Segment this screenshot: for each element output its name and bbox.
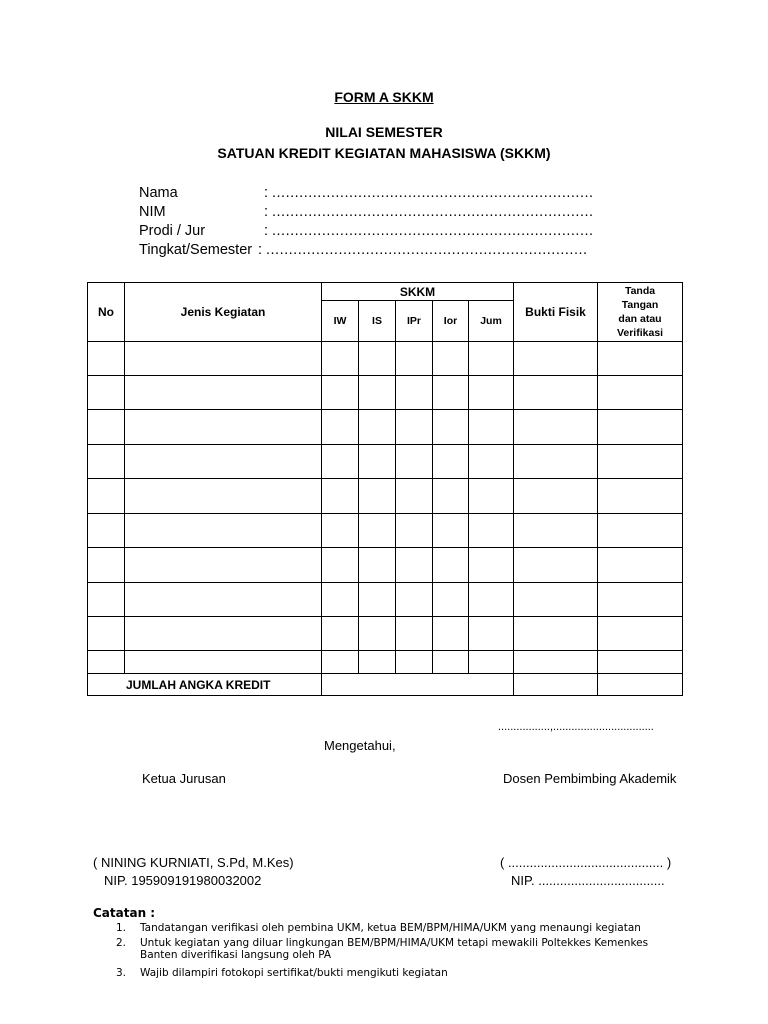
field-sep-tingkat: : <box>258 242 263 258</box>
cell-ipr[interactable] <box>396 514 433 548</box>
cell-no[interactable] <box>88 583 125 617</box>
cell-jenis[interactable] <box>125 548 322 583</box>
cell-ipr[interactable] <box>396 651 433 674</box>
cell-iw[interactable] <box>322 445 359 479</box>
cell-is[interactable] <box>359 651 396 674</box>
field-label-prodi: Prodi / Jur <box>139 223 206 239</box>
cell-jum[interactable] <box>469 410 514 445</box>
field-sep-nim: : <box>264 204 269 220</box>
subheader-iw: IW <box>322 301 359 342</box>
cell-ipr[interactable] <box>396 376 433 410</box>
cell-bukti[interactable] <box>514 376 598 410</box>
cell-bukti[interactable] <box>514 548 598 583</box>
cell-jum[interactable] <box>469 651 514 674</box>
left-role: Ketua Jurusan <box>142 771 226 786</box>
field-label-tingkat: Tingkat/Semester <box>139 242 253 258</box>
total-bukti-cell[interactable] <box>514 674 598 696</box>
cell-bukti[interactable] <box>514 479 598 514</box>
cell-bukti[interactable] <box>514 410 598 445</box>
cell-iw[interactable] <box>322 548 359 583</box>
cell-tanda[interactable] <box>598 410 683 445</box>
cell-jenis[interactable] <box>125 617 322 651</box>
cell-bukti[interactable] <box>514 342 598 376</box>
note-item <box>116 937 649 967</box>
cell-tanda[interactable] <box>598 376 683 410</box>
cell-ipr[interactable] <box>396 445 433 479</box>
cell-jum[interactable] <box>469 479 514 514</box>
cell-ipr[interactable] <box>396 479 433 514</box>
cell-tanda[interactable] <box>598 445 683 479</box>
cell-jum[interactable] <box>469 548 514 583</box>
note-text: Wajib dilampiri fotokopi sertifikat/bukti mengikuti kegiatan <box>140 967 448 979</box>
table-row <box>88 617 683 651</box>
cell-no[interactable] <box>88 651 125 674</box>
cell-is[interactable] <box>359 583 396 617</box>
cell-tanda[interactable] <box>598 617 683 651</box>
cell-jum[interactable] <box>469 376 514 410</box>
field-value-nim[interactable]: ....................................................................... <box>272 204 594 220</box>
note-number: 1. <box>116 922 127 934</box>
total-label: JUMLAH ANGKA KREDIT <box>88 674 322 696</box>
note-text: Untuk kegiatan yang diluar lingkungan BEM/BPM/HIMA/UKM tetapi mewakili Poltekkes Kemenkes <box>140 937 649 949</box>
cell-is[interactable] <box>359 548 396 583</box>
right-role: Dosen Pembimbing Akademik <box>503 771 677 786</box>
cell-ior[interactable] <box>433 548 469 583</box>
cell-no[interactable] <box>88 514 125 548</box>
cell-ipr[interactable] <box>396 342 433 376</box>
subheader-ipr: IPr <box>396 301 433 342</box>
cell-jenis[interactable] <box>125 514 322 548</box>
cell-tanda[interactable] <box>598 479 683 514</box>
cell-tanda[interactable] <box>598 651 683 674</box>
total-tanda-cell[interactable] <box>598 674 683 696</box>
cell-no[interactable] <box>88 479 125 514</box>
cell-tanda[interactable] <box>598 514 683 548</box>
cell-ior[interactable] <box>433 583 469 617</box>
notes-list <box>116 922 649 982</box>
table-row <box>88 410 683 445</box>
title-line-1: NILAI SEMESTER <box>325 124 443 140</box>
cell-ipr[interactable] <box>396 583 433 617</box>
table-row <box>88 514 683 548</box>
cell-tanda[interactable] <box>598 548 683 583</box>
header-no: No <box>88 283 125 342</box>
cell-ior[interactable] <box>433 514 469 548</box>
cell-iw[interactable] <box>322 376 359 410</box>
cell-no[interactable] <box>88 445 125 479</box>
field-value-nama[interactable]: ....................................................................... <box>272 185 594 201</box>
note-item <box>116 967 648 982</box>
cell-is[interactable] <box>359 376 396 410</box>
cell-ior[interactable] <box>433 342 469 376</box>
cell-ior[interactable] <box>433 410 469 445</box>
cell-no[interactable] <box>88 376 125 410</box>
header-tanda-tangan <box>598 283 683 342</box>
cell-no[interactable] <box>88 617 125 651</box>
cell-jenis[interactable] <box>125 479 322 514</box>
cell-no[interactable] <box>88 548 125 583</box>
cell-jum[interactable] <box>469 617 514 651</box>
cell-ior[interactable] <box>433 651 469 674</box>
cell-iw[interactable] <box>322 651 359 674</box>
left-signer-nip: NIP. 195909191980032002 <box>104 873 262 888</box>
subheader-jum: Jum <box>469 301 514 342</box>
cell-tanda[interactable] <box>598 342 683 376</box>
cell-bukti[interactable] <box>514 514 598 548</box>
table-row <box>88 342 683 376</box>
title-line-2: SATUAN KREDIT KEGIATAN MAHASISWA (SKKM) <box>217 145 551 161</box>
date-line[interactable]: .................,................................. <box>498 721 654 733</box>
note-text-continued: Banten diverifikasi langsung oleh PA <box>140 949 332 961</box>
header-jenis-kegiatan: Jenis Kegiatan <box>125 283 322 342</box>
table-row <box>88 651 683 674</box>
cell-iw[interactable] <box>322 410 359 445</box>
header-bukti-fisik: Bukti Fisik <box>514 283 598 342</box>
cell-is[interactable] <box>359 342 396 376</box>
left-signer-name: ( NINING KURNIATI, S.Pd, M.Kes) <box>93 855 294 870</box>
skkm-table <box>87 282 683 696</box>
right-signer-name[interactable]: ( ........................................... ) <box>500 855 672 870</box>
table-body <box>88 342 683 674</box>
cell-ipr[interactable] <box>396 617 433 651</box>
note-number: 2. <box>116 937 127 949</box>
cell-no[interactable] <box>88 410 125 445</box>
field-sep-prodi: : <box>264 223 269 239</box>
field-value-tingkat[interactable]: ....................................................................... <box>266 242 588 258</box>
table-row <box>88 445 683 479</box>
cell-no[interactable] <box>88 342 125 376</box>
cell-bukti[interactable] <box>514 445 598 479</box>
cell-tanda[interactable] <box>598 583 683 617</box>
table-row <box>88 376 683 410</box>
header-tanda-line-4: Verifikasi <box>616 327 664 339</box>
cell-ior[interactable] <box>433 617 469 651</box>
cell-is[interactable] <box>359 445 396 479</box>
field-sep-nama: : <box>264 185 269 201</box>
header-tanda-line-2: Tangan <box>621 299 659 311</box>
field-label-nim: NIM <box>139 204 166 220</box>
cell-jenis[interactable] <box>125 651 322 674</box>
notes-section <box>93 906 648 982</box>
cell-jum[interactable] <box>469 445 514 479</box>
cell-jenis[interactable] <box>125 342 322 376</box>
cell-is[interactable] <box>359 514 396 548</box>
cell-is[interactable] <box>359 479 396 514</box>
cell-jum[interactable] <box>469 514 514 548</box>
note-text: Tandatangan verifikasi oleh pembina UKM, ketua BEM/BPM/HIMA/UKM yang menaungi kegiatan <box>140 922 641 934</box>
note-number: 3. <box>116 967 127 979</box>
cell-bukti[interactable] <box>514 617 598 651</box>
cell-jenis[interactable] <box>125 410 322 445</box>
cell-ior[interactable] <box>433 376 469 410</box>
cell-ipr[interactable] <box>396 548 433 583</box>
cell-iw[interactable] <box>322 617 359 651</box>
table-row <box>88 479 683 514</box>
right-signer-nip[interactable]: NIP. ................................... <box>511 873 665 888</box>
cell-iw[interactable] <box>322 514 359 548</box>
cell-ior[interactable] <box>433 445 469 479</box>
field-value-prodi[interactable]: ....................................................................... <box>272 223 594 239</box>
cell-jenis[interactable] <box>125 445 322 479</box>
cell-jum[interactable] <box>469 342 514 376</box>
header-tanda-line-1: Tanda <box>624 285 656 297</box>
cell-iw[interactable] <box>322 342 359 376</box>
cell-is[interactable] <box>359 617 396 651</box>
subheader-ior: Ior <box>433 301 469 342</box>
header-tanda-line-3: dan atau <box>618 313 662 325</box>
cell-iw[interactable] <box>322 583 359 617</box>
note-item <box>116 922 648 937</box>
cell-iw[interactable] <box>322 479 359 514</box>
cell-ipr[interactable] <box>396 410 433 445</box>
subheader-is: IS <box>359 301 396 342</box>
table-row <box>88 583 683 617</box>
header-skkm: SKKM <box>322 283 514 301</box>
mengetahui-text: Mengetahui, <box>324 738 396 753</box>
total-skkm-cell[interactable] <box>322 674 514 696</box>
form-title: FORM A SKKM <box>334 89 434 105</box>
cell-is[interactable] <box>359 410 396 445</box>
table-row <box>88 548 683 583</box>
cell-jum[interactable] <box>469 583 514 617</box>
cell-bukti[interactable] <box>514 583 598 617</box>
cell-bukti[interactable] <box>514 651 598 674</box>
cell-jenis[interactable] <box>125 376 322 410</box>
notes-heading: Catatan : <box>93 906 156 920</box>
field-label-nama: Nama <box>139 185 178 201</box>
cell-ior[interactable] <box>433 479 469 514</box>
cell-jenis[interactable] <box>125 583 322 617</box>
